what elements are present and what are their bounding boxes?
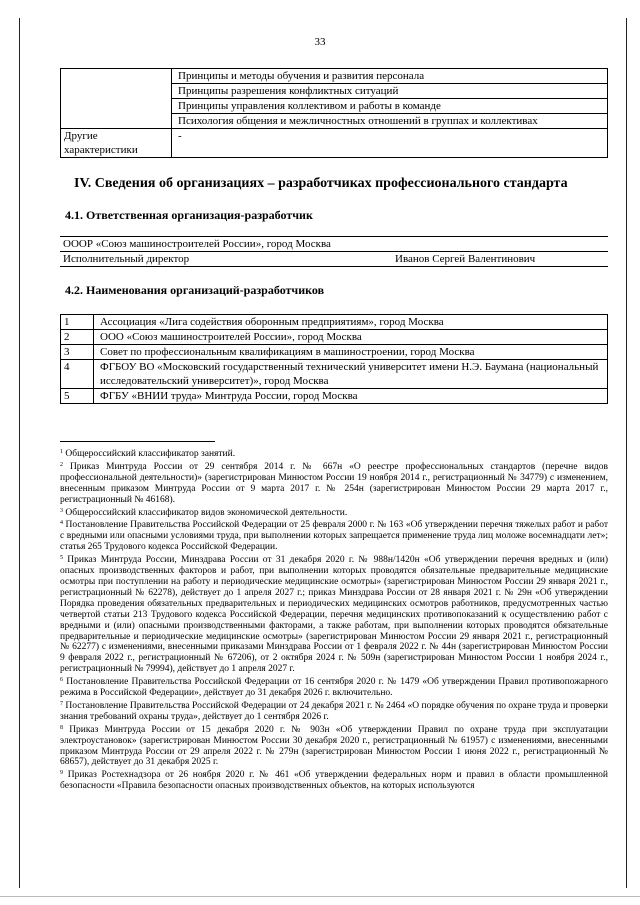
footnote-text: Общероссийский классификатор занятий. [65,449,236,459]
signatory-name: Иванов Сергей Валентинович [395,253,536,265]
footnotes [60,447,608,792]
responsible-org-table [60,236,608,267]
footnote-mark: 8 [60,724,63,731]
page-bottom-edge [0,896,640,897]
footnote [60,675,608,699]
table-row [61,360,608,389]
table-row [61,389,608,404]
footnote [60,518,608,553]
subsection-heading: 4.2. Наименования организаций-разработчиков [65,283,325,297]
footnote-mark: 1 [60,449,63,455]
table-cell-empty [61,69,172,129]
knowledge-table [60,68,608,158]
footnote-text: Приказ Минтруда России от 29 сентября 2014 г. № 667н «О реестре профессиональных стандартов (перечне видов профессиональной деятельности)» (зарегистрирован Минюстом России 19 ноября 2014 г., регистрационный № 34779) с изменением, внесенным приказом Минтруда России от 9 марта 2017 г. № 254н (зарегистрирован Минюстом России 29 марта 2017 г., регистрационный № 46168). [60,461,608,505]
table-cell-label: Другие характеристики [61,129,172,158]
footnote-mark: 3 [60,507,63,514]
footnote-text: Приказ Минтруда России от 15 декабря 2020 г. № 903н «Об утверждении Правил по охране труда при эксплуатации электроустановок» (зарегистрирован Минюстом России 30 декабря 2020 г., регистрационный № 61957) с изменениями, внесенными приказом Минтруда России от 29 апреля 2022 г. № 279н (зарегистрирован Минюстом России 1 июня 2022 г., регистрационный № 68657), действует до 31 декабря 2025 г. [60,724,609,768]
footnote-separator [60,441,215,442]
table-cell: Принципы управления коллективом и работы в команде [172,99,608,114]
table-cell: Психология общения и межличностных отношений в группах и коллективах [172,114,608,129]
footnote-text: Постановление Правительства Российской Федерации от 25 февраля 2000 г. № 163 «Об утверждении перечня тяжелых работ и работ с вредными или опасными условиями труда, при выполнении которых запрещается применение труда лиц моложе восемнадцати лет»; статья 265 Трудового кодекса Российской Федерации. [60,520,609,553]
table-row [61,129,608,158]
table-row [61,330,608,345]
developer-name: Совет по профессиональным квалификациям в машиностроении, город Москва [94,345,608,360]
row-number: 4 [61,360,94,389]
footnote [60,553,608,675]
table-row [61,315,608,330]
subsection-heading: 4.1. Ответственная организация-разработчик [65,208,313,222]
row-number: 1 [61,315,94,330]
table-row [60,237,608,252]
footnote-mark: 2 [60,461,63,468]
footnote-mark: 4 [60,520,63,527]
developer-name: ФГБОУ ВО «Московский государственный технический университет имени Н.Э. Баумана (национальный исследовательский университет)», город Москва [94,360,608,389]
developers-table [60,314,608,404]
row-number: 3 [61,345,94,360]
developer-name: ООО «Союз машиностроителей России», город Москва [94,330,608,345]
footnote-text: Приказ Ростехнадзора от 26 ноября 2020 г. № 461 «Об утверждении федеральных норм и правил в области промышленной безопасности «Правила безопасности опасных производственных объектов, на которых используются [60,770,609,792]
scan-frame-left [19,18,20,888]
row-number: 2 [61,330,94,345]
table-cell: - [172,129,608,158]
table-row [60,252,608,267]
row-number: 5 [61,389,94,404]
footnote-mark: 6 [60,677,63,684]
signatory-cell [60,252,608,267]
table-row [61,345,608,360]
footnote-text: Постановление Правительства Российской Федерации от 16 сентября 2020 г. № 1479 «Об утверждении Правил противопожарного режима в Российской Федерации», действует до 31 декабря 2026 г. включительно. [60,677,609,699]
section-heading: IV. Сведения об организациях – разработчиках профессионального стандарта [74,176,568,191]
footnote [60,723,608,769]
footnote-text: Постановление Правительства Российской Федерации от 24 декабря 2021 г. № 2464 «О порядке обучения по охране труда и проверки знания требований охраны труда», действует до 1 сентября 2026 г. [60,700,608,722]
footnote-mark: 9 [60,770,63,777]
developer-name: ФГБУ «ВНИИ труда» Минтруда России, город Москва [94,389,608,404]
signatory-position: Исполнительный директор [63,253,190,265]
scan-frame-right [626,18,627,888]
footnote-mark: 7 [60,700,63,707]
table-row [61,69,608,84]
footnote [60,768,608,792]
footnote [60,460,608,506]
table-cell: Принципы разрешения конфликтных ситуаций [172,84,608,99]
table-cell: Принципы и методы обучения и развития персонала [172,69,608,84]
footnote [60,447,608,460]
org-name: ОООР «Союз машиностроителей России», город Москва [60,237,608,252]
page-number: 33 [314,36,326,48]
footnote-text: Общероссийский классификатор видов экономической деятельности. [65,507,348,518]
footnote-text: Приказ Минтруда России, Минздрава России от 31 декабря 2020 г. № 988н/1420н «Об утверждении перечня вредных и (или) опасных производственных факторов и работ, при выполнении которых проводятся обязательные предварительные медицинские осмотры при поступлении на работу и периодические медицинские осмотры» (зарегистрирован Минюстом России 29 января 2021 г., регистрационный № 62278), действует до 1 апреля 2027 г.; приказ Минздрава России от 28 января 2021 г. № 29н «Об утверждении Порядка проведения обязательных предварительных и периодических медицинских осмотров работников, предусмотренных частью четвертой статьи 213 Трудового кодекса Российской Федерации, перечня медицинских противопоказаний к осуществлению работ с вредными и (или) опасными производственными факторами, а также работам, при выполнении которых проводятся обязательные предварительные и периодические медицинские осмотры» (зарегистрирован Минюстом России 29 января 2021 г., регистрационный № 62277) с изменениями, внесенными приказами Минздрава России от 1 февраля 2022 г. № 44н (зарегистрирован Минюстом России 9 февраля 2022 г., регистрационный № 67206), от 2 октября 2024 г. № 509н (зарегистрирован Минюстом России 1 ноября 2024 г., регистрационный № 79994), действует до 1 апреля 2027 г. [60,555,609,675]
footnote [60,699,608,723]
footnote-mark: 5 [60,555,63,562]
developer-name: Ассоциация «Лига содействия оборонным предприятиям», город Москва [94,315,608,330]
footnote [60,506,608,519]
